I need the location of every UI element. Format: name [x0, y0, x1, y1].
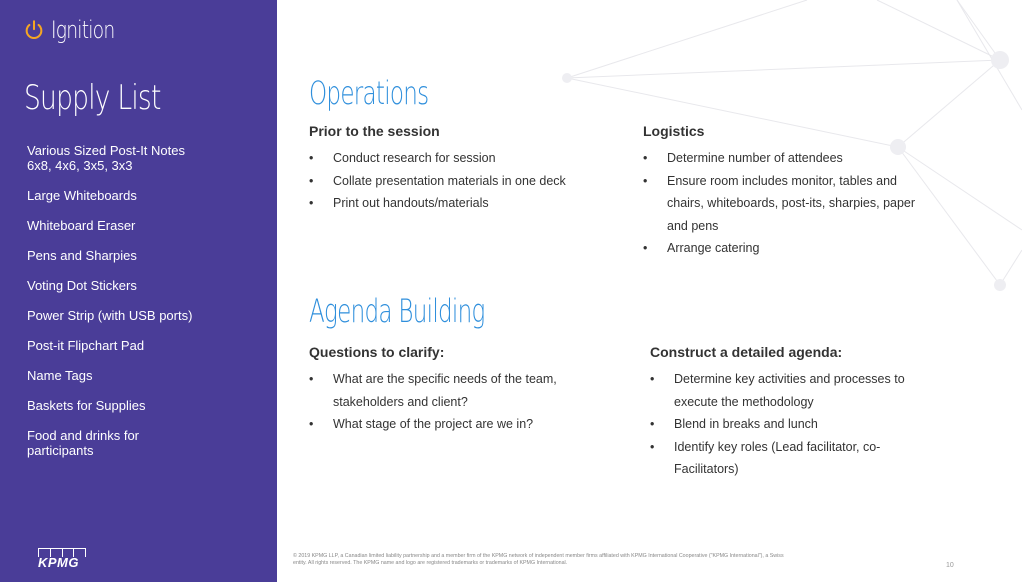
- supply-item: Power Strip (with USB ports): [27, 308, 193, 323]
- column-heading: Logistics: [643, 123, 705, 139]
- column-heading: Questions to clarify:: [309, 344, 445, 360]
- power-icon: [23, 19, 45, 41]
- sidebar-title: Supply List: [24, 78, 161, 118]
- list-item: • Determine number of attendees: [643, 147, 928, 170]
- list-item: • Collate presentation materials in one deck: [309, 170, 609, 193]
- list-item: • Identify key roles (Lead facilitator, co-Facilitators): [650, 436, 914, 481]
- supply-item: Various Sized Post-It Notes 6x8, 4x6, 3x5, 3x3: [27, 143, 185, 173]
- brand-name: Ignition: [51, 16, 115, 44]
- supply-item: Pens and Sharpies: [27, 248, 137, 263]
- bullet-list: [650, 368, 940, 481]
- list-item: • Print out handouts/materials: [309, 192, 609, 215]
- supply-item: Name Tags: [27, 368, 93, 383]
- list-item: • Determine key activities and processes to execute the methodology: [650, 368, 940, 413]
- kpmg-logo-text: KPMG: [38, 555, 79, 570]
- supply-item: Voting Dot Stickers: [27, 278, 137, 293]
- operations-prior-column: [309, 123, 609, 215]
- agenda-questions-column: [309, 344, 609, 436]
- bullet-list: [643, 147, 928, 260]
- supply-item: Food and drinks for participants: [27, 428, 140, 458]
- supply-item: Baskets for Supplies: [27, 398, 146, 413]
- list-item: • Conduct research for session: [309, 147, 609, 170]
- list-item: • What stage of the project are we in?: [309, 413, 609, 436]
- section-title-operations: Operations: [309, 74, 429, 112]
- supply-item: Whiteboard Eraser: [27, 218, 136, 233]
- kpmg-logo: [38, 548, 86, 570]
- footer-legal-text: © 2019 KPMG LLP, a Canadian limited liability partnership and a member firm of the KPMG network of independent member firms affiliated with KPMG International Cooperative ("KPMG International"), a Swiss entity. All rights reserved. The KPMG name and logo are registered trademarks or trademarks of KPMG International.: [293, 553, 784, 566]
- column-heading: Prior to the session: [309, 123, 440, 139]
- operations-logistics-column: [643, 123, 928, 260]
- brand-logo: [23, 16, 132, 44]
- bullet-list: [309, 147, 609, 215]
- supply-item: Large Whiteboards: [27, 188, 137, 203]
- list-item: • Blend in breaks and lunch: [650, 413, 940, 436]
- column-heading: Construct a detailed agenda:: [650, 344, 843, 360]
- supply-item: Post-it Flipchart Pad: [27, 338, 145, 353]
- list-item: • Arrange catering: [643, 237, 928, 260]
- list-item: • Ensure room includes monitor, tables and chairs, whiteboards, post-its, sharpies, paper and pens: [643, 170, 928, 238]
- sidebar: [0, 0, 277, 582]
- supply-list: [27, 143, 257, 458]
- bullet-list: [309, 368, 609, 436]
- section-title-agenda-building: Agenda Building: [309, 292, 485, 330]
- agenda-construct-column: [650, 344, 940, 481]
- page-number: 10: [946, 562, 954, 569]
- list-item: • What are the specific needs of the team, stakeholders and client?: [309, 368, 583, 413]
